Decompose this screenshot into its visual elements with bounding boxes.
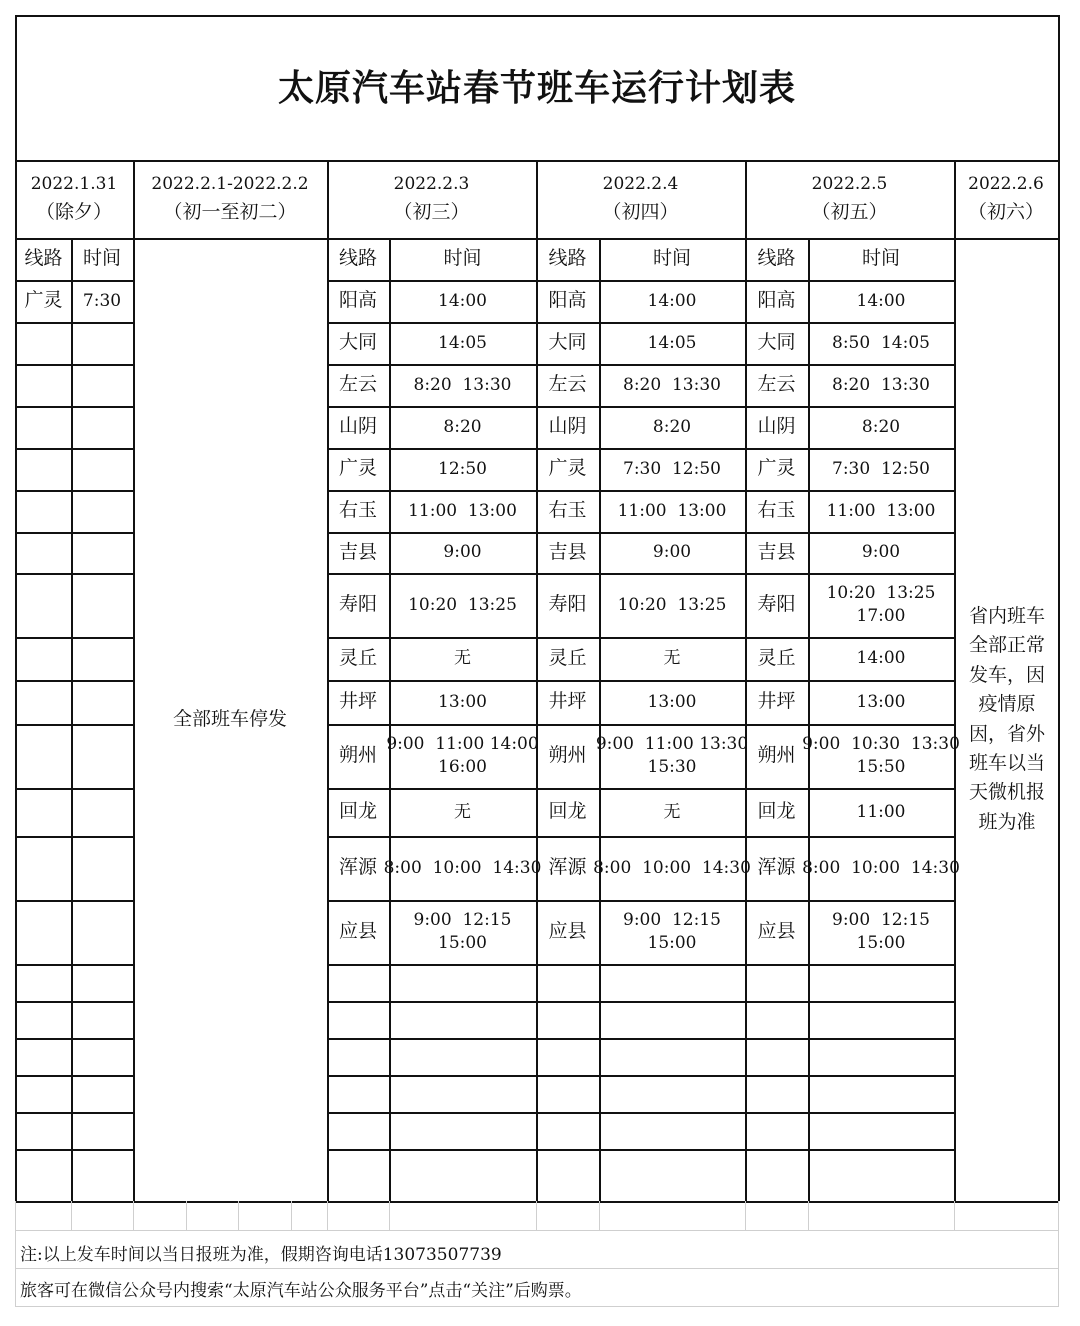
departure-times-d3: 10:20 13:25: [408, 594, 517, 615]
departure-times-d3: 9:00 11:00 14:00 16:00: [386, 734, 539, 777]
route-name-d5: 吉县: [757, 540, 796, 563]
day-header-5: [745, 160, 954, 238]
route-name-d3: 左云: [338, 373, 377, 396]
route-name-d3: 灵丘: [338, 646, 377, 669]
departure-times-d5: 8:50 14:05: [832, 332, 930, 353]
route-name-d3: 吉县: [338, 540, 377, 563]
route-name-d5: 右玉: [757, 499, 796, 522]
route-name-d4: 大同: [548, 331, 587, 354]
route-name-d4: 阳高: [548, 289, 587, 312]
route-name-d3: 朔州: [338, 744, 377, 767]
route-header: 线路: [757, 247, 796, 270]
page-title: 太原汽车站春节班车运行计划表: [277, 67, 796, 109]
departure-times-d4: 8:00 10:00 14:30: [593, 857, 751, 878]
day-label: （初三）: [393, 200, 470, 223]
departure-times-d5: 9:00: [861, 542, 901, 563]
route-name-d5: 阳高: [757, 289, 796, 312]
route-name-d4: 山阴: [548, 415, 587, 438]
route-header: 线路: [548, 247, 587, 270]
departure-times-d5: 14:00: [856, 290, 906, 311]
departure-times-d3: 无: [454, 801, 471, 822]
route-name-d5: 应县: [757, 920, 796, 943]
day-label: （初四）: [602, 200, 679, 223]
departure-times-d5: 8:20: [861, 416, 901, 437]
route-name-d3: 广灵: [338, 457, 377, 480]
departure-times-d4: 9:00 12:15 15:00: [623, 910, 721, 953]
departure-times-d5: 11:00: [856, 801, 906, 822]
route-name-d5: 回龙: [757, 800, 796, 823]
eve-route-header: 线路: [24, 247, 63, 270]
eve-time-header: 时间: [82, 247, 121, 270]
day-header-3: [327, 160, 536, 238]
route-name-d4: 回龙: [548, 800, 587, 823]
departure-times-d5: 11:00 13:00: [826, 500, 936, 521]
time-header: 时间: [861, 247, 900, 270]
departure-times-d5: 9:00 12:15 15:00: [832, 910, 930, 953]
suspended-text: 全部班车停发: [172, 707, 287, 730]
departure-times-d3: 9:00 12:15 15:00: [413, 910, 512, 953]
departure-times-d4: 7:30 12:50: [623, 458, 721, 479]
route-name-d5: 山阴: [757, 415, 796, 438]
eve-route: 广灵: [24, 289, 63, 312]
departure-times-d4: 14:00: [647, 290, 697, 311]
departure-times-d4: 11:00 13:00: [617, 500, 727, 521]
departure-times-d3: 14:05: [438, 332, 487, 353]
departure-times-d4: 无: [663, 648, 681, 669]
departure-times-d4: 10:20 13:25: [617, 594, 727, 615]
departure-times-d3: 9:00: [443, 542, 482, 563]
route-name-d4: 浑源: [548, 856, 587, 879]
day-header-6: [954, 160, 1058, 238]
route-name-d3: 应县: [338, 920, 377, 943]
route-name-d4: 应县: [548, 920, 587, 943]
day-header-4: [536, 160, 745, 238]
departure-times-d4: 9:00 11:00 13:30 15:30: [595, 734, 749, 777]
day-date: 2022.1.31: [30, 173, 118, 194]
route-name-d4: 右玉: [548, 499, 587, 522]
route-name-d5: 广灵: [757, 457, 796, 480]
day-date: 2022.2.1-2022.2.2: [151, 173, 309, 194]
departure-times-d3: 8:20 13:30: [413, 374, 512, 395]
route-name-d5: 灵丘: [757, 646, 796, 669]
departure-times-d3: 13:00: [438, 691, 487, 712]
route-name-d3: 回龙: [338, 800, 377, 823]
departure-times-d5: 13:00: [856, 691, 906, 712]
day-label: （除夕）: [35, 200, 112, 223]
departure-times-d5: 7:30 12:50: [832, 458, 930, 479]
route-name-d4: 广灵: [548, 457, 587, 480]
route-header: 线路: [338, 247, 377, 270]
departure-times-d4: 8:20 13:30: [623, 374, 721, 395]
route-name-d5: 寿阳: [757, 593, 796, 616]
departure-times-d5: 9:00 10:30 13:30 15:50: [802, 734, 960, 777]
route-name-d3: 寿阳: [338, 593, 377, 616]
departure-times-d4: 13:00: [647, 691, 697, 712]
day-label: （初一至初二）: [163, 200, 297, 223]
note-line-1: 注:以上发车时间以当日报班为准，假期咨询电话13073507739: [20, 1245, 502, 1265]
departure-times-d4: 无: [663, 801, 681, 822]
route-name-d4: 寿阳: [548, 593, 587, 616]
route-name-d4: 朔州: [548, 744, 587, 767]
route-name-d3: 山阴: [338, 415, 377, 438]
eve-time: 7:30: [82, 290, 122, 311]
route-name-d5: 大同: [757, 331, 796, 354]
note-line-2: 旅客可在微信公众号内搜索“太原汽车站公众服务平台”点击“关注”后购票。: [20, 1281, 582, 1301]
route-name-d4: 左云: [548, 373, 587, 396]
departure-times-d3: 11:00 13:00: [408, 500, 517, 521]
departure-times-d3: 12:50: [438, 458, 487, 479]
day-date: 2022.2.3: [393, 173, 470, 194]
route-name-d4: 灵丘: [548, 646, 587, 669]
departure-times-d3: 无: [454, 648, 471, 669]
route-name-d5: 左云: [757, 373, 796, 396]
day-date: 2022.2.6: [968, 173, 1044, 194]
route-name-d3: 浑源: [338, 856, 377, 879]
day-header-2: [133, 160, 327, 238]
day-label: （初六）: [967, 200, 1044, 223]
day-header-1: [15, 160, 133, 238]
day-label: （初五）: [811, 200, 888, 223]
departure-times-d3: 14:00: [438, 290, 487, 311]
route-name-d5: 朔州: [757, 744, 796, 767]
departure-times-d5: 14:00: [856, 648, 906, 669]
route-name-d5: 浑源: [757, 856, 796, 879]
route-name-d3: 大同: [338, 331, 377, 354]
departure-times-d3: 8:20: [443, 416, 482, 437]
route-name-d4: 吉县: [548, 540, 587, 563]
day6-remark: 省内班车全部正常发车，因疫情原因，省外班车以当天微机报班为准: [968, 604, 1045, 833]
route-name-d3: 右玉: [338, 499, 377, 522]
route-name-d5: 井坪: [757, 690, 796, 713]
departure-times-d3: 8:00 10:00 14:30: [383, 857, 542, 878]
departure-times-d4: 9:00: [652, 542, 692, 563]
day-date: 2022.2.4: [602, 173, 679, 194]
departure-times-d5: 8:00 10:00 14:30: [802, 857, 960, 878]
departure-times-d5: 10:20 13:25 17:00: [826, 583, 936, 626]
route-name-d4: 井坪: [548, 690, 587, 713]
time-header: 时间: [443, 247, 482, 270]
time-header: 时间: [652, 247, 691, 270]
day-date: 2022.2.5: [811, 173, 888, 194]
departure-times-d4: 8:20: [652, 416, 692, 437]
route-name-d3: 阳高: [338, 289, 377, 312]
route-name-d3: 井坪: [338, 690, 377, 713]
departure-times-d5: 8:20 13:30: [832, 374, 930, 395]
departure-times-d4: 14:05: [647, 332, 697, 353]
